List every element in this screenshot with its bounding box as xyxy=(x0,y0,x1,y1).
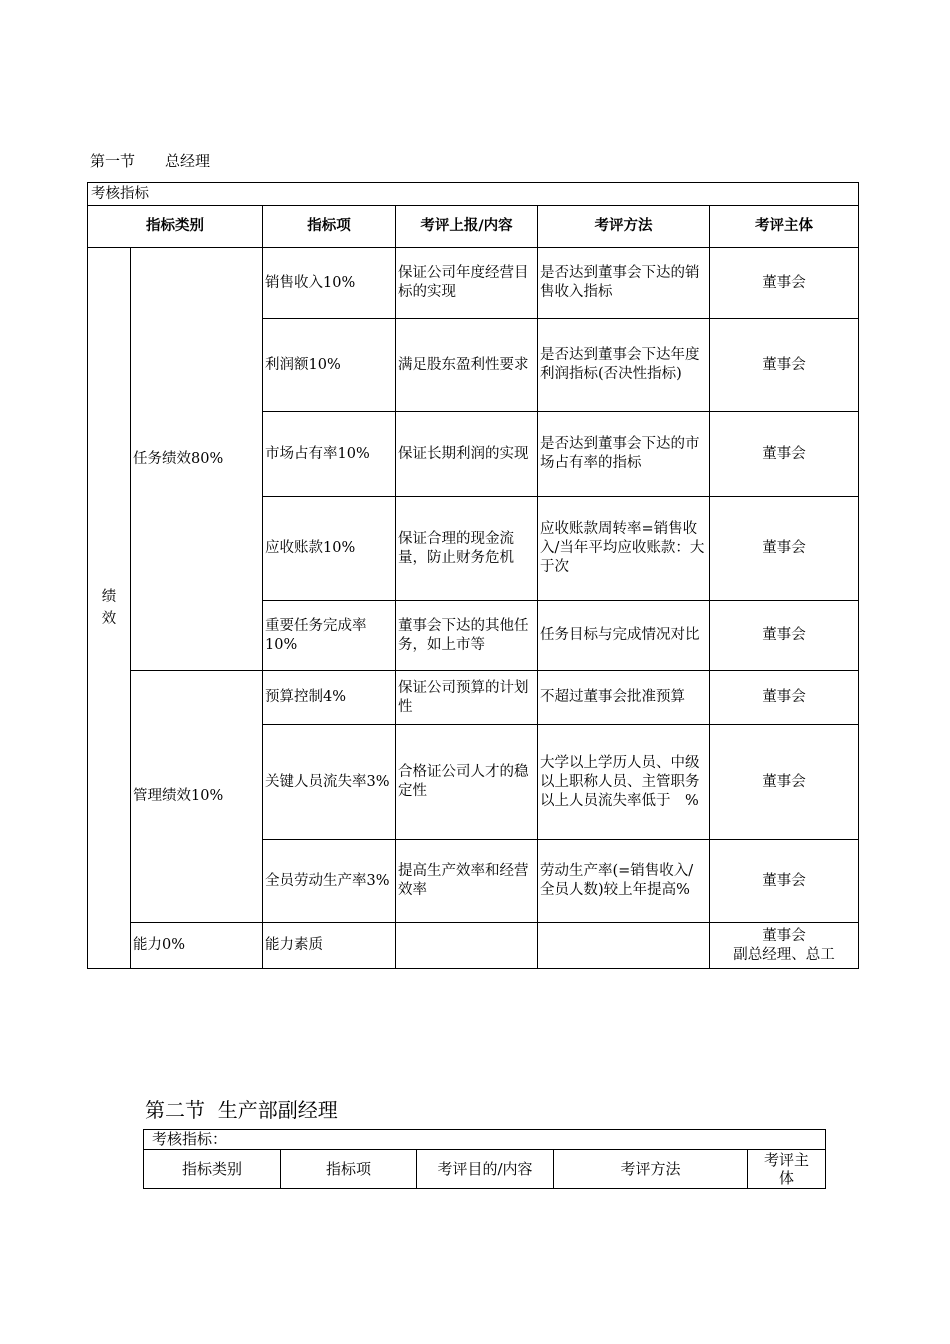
header-category: 指标类别 xyxy=(88,206,263,248)
row-item: 应收账款10% xyxy=(263,497,396,601)
main-category-cell xyxy=(88,248,131,969)
header-method: 考评方法 xyxy=(538,206,710,248)
section2-title: 第二节 生产部副经理 xyxy=(145,1098,338,1122)
row-content: 保证长期利润的实现 xyxy=(396,412,538,497)
group-name: 能力0% xyxy=(131,923,263,969)
row-item: 利润额10% xyxy=(263,319,396,412)
row-subject: 董事会 xyxy=(710,671,859,725)
section2-table xyxy=(143,1129,826,1189)
group-name: 任务绩效80% xyxy=(131,248,263,671)
row-item: 销售收入10% xyxy=(263,248,396,319)
row-subject: 董事会 xyxy=(710,601,859,671)
row-item: 预算控制4% xyxy=(263,671,396,725)
row-item: 关键人员流失率3% xyxy=(263,725,396,840)
row-method: 是否达到董事会下达的销售收入指标 xyxy=(538,248,710,319)
row-method xyxy=(538,923,710,969)
header-method: 考评方法 xyxy=(554,1150,748,1189)
row-subject: 董事会 xyxy=(710,497,859,601)
header-subject: 考评主体 xyxy=(710,206,859,248)
row-content xyxy=(396,923,538,969)
table-row xyxy=(88,923,859,969)
row-method: 是否达到董事会下达年度利润指标(否决性指标) xyxy=(538,319,710,412)
row-method: 任务目标与完成情况对比 xyxy=(538,601,710,671)
subject-line-2: 副总经理、总工 xyxy=(733,946,835,963)
row-item: 全员劳动生产率3% xyxy=(263,840,396,923)
section1-table xyxy=(87,182,859,969)
row-method: 应收账款周转率=销售收入/当年平均应收账款：大于次 xyxy=(538,497,710,601)
row-content: 满足股东盈利性要求 xyxy=(396,319,538,412)
row-subject: 董事会 xyxy=(710,725,859,840)
header-content: 考评上报/内容 xyxy=(396,206,538,248)
row-content: 保证合理的现金流量，防止财务危机 xyxy=(396,497,538,601)
table-row xyxy=(88,671,859,725)
main-category-label: 绩效 xyxy=(101,589,117,627)
row-subject: 董事会 xyxy=(710,248,859,319)
group-name: 管理绩效10% xyxy=(131,671,263,923)
section1-title: 第一节 总经理 xyxy=(90,152,211,170)
row-subject: 董事会 xyxy=(710,319,859,412)
row-subject xyxy=(710,923,859,969)
row-content: 合格证公司人才的稳定性 xyxy=(396,725,538,840)
row-subject: 董事会 xyxy=(710,412,859,497)
row-method: 劳动生产率(=销售收入/全员人数)较上年提高% xyxy=(538,840,710,923)
header-item: 指标项 xyxy=(281,1150,417,1189)
row-content: 董事会下达的其他任务，如上市等 xyxy=(396,601,538,671)
row-method: 不超过董事会批准预算 xyxy=(538,671,710,725)
row-item: 能力素质 xyxy=(263,923,396,969)
table-row xyxy=(88,248,859,319)
row-method: 大学以上学历人员、中级以上职称人员、主管职务以上人员流失率低于 % xyxy=(538,725,710,840)
subject-line-1: 董事会 xyxy=(762,927,806,944)
header-item: 指标项 xyxy=(263,206,396,248)
header-subject: 考评主体 xyxy=(748,1150,826,1189)
row-content: 保证公司预算的计划性 xyxy=(396,671,538,725)
row-item: 重要任务完成率10% xyxy=(263,601,396,671)
row-content: 保证公司年度经营目标的实现 xyxy=(396,248,538,319)
table-caption: 考核指标： xyxy=(144,1130,826,1150)
header-content: 考评目的/内容 xyxy=(417,1150,554,1189)
row-method: 是否达到董事会下达的市场占有率的指标 xyxy=(538,412,710,497)
table-caption: 考核指标 xyxy=(88,183,859,206)
row-content: 提高生产效率和经营效率 xyxy=(396,840,538,923)
row-subject: 董事会 xyxy=(710,840,859,923)
header-category: 指标类别 xyxy=(144,1150,281,1189)
row-item: 市场占有率10% xyxy=(263,412,396,497)
